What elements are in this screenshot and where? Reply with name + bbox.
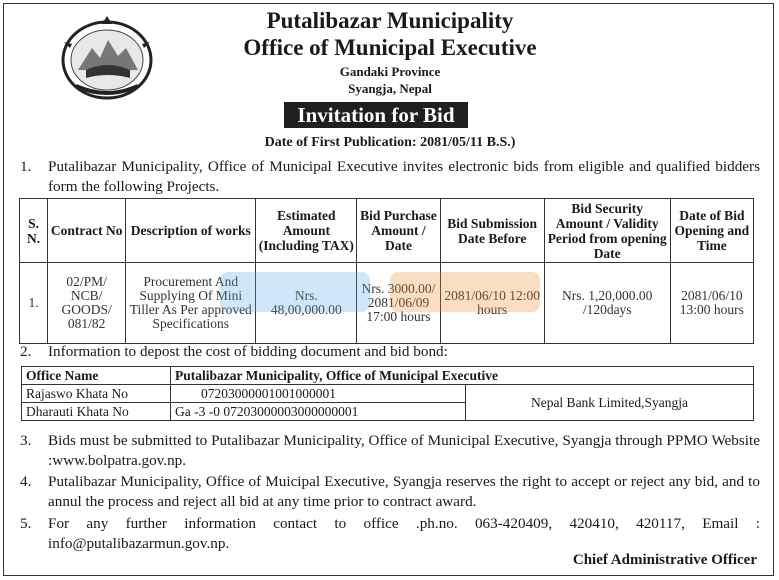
office-subtitle: Office of Municipal Executive bbox=[243, 35, 537, 60]
account-table bbox=[21, 366, 754, 421]
cell-opening: 2081/06/10 13:00 hours bbox=[670, 263, 753, 344]
paragraph-number: 4. bbox=[20, 473, 32, 490]
cell-security: Nrs. 1,20,000.00 /120days bbox=[544, 263, 670, 344]
invitation-banner: Invitation for Bid bbox=[284, 102, 468, 128]
dharauti-label: Dharauti Khata No bbox=[22, 403, 171, 421]
dharauti-value: Ga -3 -0 07203000003000000001 bbox=[171, 403, 466, 421]
paragraph-text: Putalibazar Municipality, Office of Muicipal Executive, Syangja reserves the right to accept or reject any bid, and to annul the process and reject all bid at any time prior to contract award. bbox=[48, 473, 760, 510]
paragraph-text: Putalibazar Municipality, Office of Municipal Executive invites electronic bids from eligible and qualified bidders form the following Projects. bbox=[48, 158, 760, 195]
table-row bbox=[22, 367, 754, 385]
paragraph-5 bbox=[20, 514, 760, 554]
paragraph-text: Information to depost the cost of bidding document and bid bond: bbox=[48, 343, 448, 360]
col-contract: Contract No bbox=[48, 199, 126, 263]
col-submission: Bid Submission Date Before bbox=[440, 199, 544, 263]
province-line: Gandaki Province bbox=[339, 64, 441, 79]
paragraph-number: 2. bbox=[20, 343, 32, 360]
paragraph-2 bbox=[20, 342, 760, 362]
office-name-value: Putalibazar Municipality, Office of Municipal Executive bbox=[171, 367, 754, 385]
paragraph-number: 3. bbox=[20, 432, 32, 449]
rajaswo-label: Rajaswo Khata No bbox=[22, 385, 171, 403]
table-row bbox=[22, 385, 754, 403]
cell-description: Procurement And Supplying Of Mini Tiller As Per approved Specifications bbox=[126, 263, 256, 344]
signature-title: Chief Administrative Officer bbox=[572, 552, 757, 568]
rajaswo-value: 07203000001001000001 bbox=[171, 385, 466, 403]
cell-contract: 02/PM/ NCB/ GOODS/ 081/82 bbox=[48, 263, 126, 344]
paragraph-number: 5. bbox=[20, 515, 32, 532]
bid-table bbox=[19, 198, 754, 344]
table-row bbox=[20, 263, 754, 344]
paragraph-4 bbox=[20, 472, 760, 512]
col-sn: S. N. bbox=[20, 199, 48, 263]
paragraph-number: 1. bbox=[20, 158, 32, 175]
cell-estimate: Nrs. 48,00,000.00 bbox=[256, 263, 357, 344]
bank-name: Nepal Bank Limited,Syangja bbox=[466, 385, 754, 421]
paragraph-1 bbox=[20, 157, 760, 197]
col-purchase: Bid Purchase Amount / Date bbox=[357, 199, 440, 263]
table-header-row bbox=[20, 199, 754, 263]
location-line: Syangja, Nepal bbox=[348, 81, 432, 96]
paragraph-3 bbox=[20, 431, 760, 471]
col-opening: Date of Bid Opening and Time bbox=[670, 199, 753, 263]
cell-submission: 2081/06/10 12:00 hours bbox=[440, 263, 544, 344]
col-estimate: Estimated Amount (Including TAX) bbox=[256, 199, 357, 263]
col-description: Description of works bbox=[126, 199, 256, 263]
municipality-title: Putalibazar Municipality bbox=[266, 8, 514, 33]
col-security: Bid Security Amount / Validity Period from opening Date bbox=[544, 199, 670, 263]
nepal-emblem-icon bbox=[56, 12, 158, 102]
cell-purchase: Nrs. 3000.00/ 2081/06/09 17:00 hours bbox=[357, 263, 440, 344]
cell-sn: 1. bbox=[20, 263, 48, 344]
paragraph-text: Bids must be submitted to Putalibazar Municipality, Office of Municipal Executive, Syangja through PPMO Website :www.bolpatra.gov.np. bbox=[48, 432, 760, 469]
office-name-label: Office Name bbox=[22, 367, 171, 385]
publication-date: Date of First Publication: 2081/05/11 B.S.) bbox=[264, 135, 516, 150]
paragraph-text: For any further information contact to office .ph.no. 063-420409, 420410, 420117, Email : info@putalibazarmun.gov.np. bbox=[48, 515, 760, 552]
